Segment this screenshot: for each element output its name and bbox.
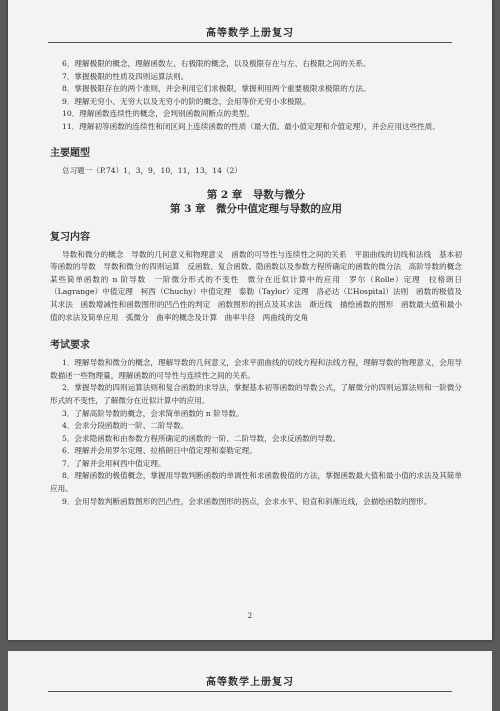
list-item: 2．掌握导数的四则运算法则和复合函数的求导法，掌握基本初等函数的导数公式，了解微分的四则运算法则和一阶微分形式的不变性，了解微分在近似计算中的应用。	[50, 383, 462, 405]
running-header: 高等数学上册复习	[206, 677, 294, 688]
list-item: 7．了解并会用柯西中值定理。	[62, 458, 166, 468]
list-item: 3．了解高阶导数的概念，会求简单函数的 n 阶导数。	[62, 408, 244, 418]
list-item: 11．理解初等函数的连续性和闭区间上连续函数的性质（最大值、最小值定理和介值定理），并会应用这些性质。	[62, 121, 440, 131]
list-item: 6．理解极限的概念，理解函数左、右极限的概念，以及极限存在与左、右极限之间的关系。	[62, 59, 371, 68]
list-item: 4．会求分段函数的一阶、二阶导数。	[62, 421, 189, 431]
header-rule	[48, 691, 452, 692]
list-item: 5．会求隐函数和由参数方程所确定的函数的一阶、二阶导数，会求反函数的导数。	[62, 433, 341, 443]
list-item: 8．理解函数的极值概念，掌握用导数判断函数的单调性和求函数极值的方法，掌握函数最大值和最小值的求法及其简单应用。	[50, 471, 462, 494]
list-item: 6．理解并会用罗尔定理、拉格朗日中值定理和泰勒定理。	[62, 446, 257, 456]
chapter-title: 第 2 章 导数与微分	[206, 188, 306, 201]
header-rule	[48, 42, 452, 43]
section-heading-exam: 考试要求	[50, 340, 90, 352]
list-item: 1．理解导数和微分的概念，理解导数的几何意义，会求平面曲线的切线方程和法线方程，理解导数的物理意义，会用导数描述一些物理量，理解函数的可导性与连续性之间的关系。	[50, 358, 462, 380]
top-items-list	[50, 58, 462, 134]
list-item: 9．会用导数判断函数图形的凹凸性，会求函数图形的拐点，会求水平、铅直和斜渐近线，会描绘函数的图形。	[62, 496, 432, 506]
list-item: 8．掌握极限存在的两个准则，并会利用它们求极限，掌握利用两个重要极限求极限的方法。	[62, 84, 371, 94]
section-heading-main-types: 主要题型	[50, 147, 90, 159]
page-content	[50, 58, 470, 508]
list-item: 9．理解无穷小、无穷大以及无穷小的阶的概念，会用等价无穷小求极限。	[62, 96, 310, 106]
document-page	[8, 0, 492, 640]
exam-requirements-list	[50, 357, 462, 508]
section-heading-review: 复习内容	[50, 231, 90, 243]
next-page	[8, 651, 492, 711]
list-item: 7．掌握极限的性质及四则运算法则。	[62, 71, 189, 81]
running-header: 高等数学上册复习	[206, 28, 294, 39]
review-content: 导数和微分的概念 导数的几何意义和物理意义 函数的可导性与连续性之间的关系 平面曲线的切线和法线 基本初等函数的导数 导数和微分的四则运算 反函数、复合函数、隐函数以及参数方程所确定的函数的微分法 高阶导数的概念 某些简单函数的 n 阶导数 一阶微分形式的不变性 微分在近似计算中的应用 罗尔（Rolle）定理 拉格朗日（Lagrange）中值定理 柯西（Chuchy）中值定理 泰勒（Taylor）定理 洛必达（L’Hospital）法则 函数的极值及其求法 函数增减性和函数图形的凹凸性的判定 函数图形的拐点及其求法 渐近线 描绘函数的图形 函数最大值和最小值的求法及简单应用 弧微分 曲率的概念及计算 曲率半径 两曲线的交角	[50, 249, 470, 322]
chapter-title: 第 3 章 微分中值定理与导数的应用	[169, 202, 343, 215]
exercise-list: 总习题一（P.74）1，3，9，10，11，13，14（2）	[62, 165, 242, 175]
page-number: 2	[247, 612, 253, 620]
list-item: 10．理解函数连续性的概念，会判别函数间断点的类型。	[62, 109, 254, 119]
